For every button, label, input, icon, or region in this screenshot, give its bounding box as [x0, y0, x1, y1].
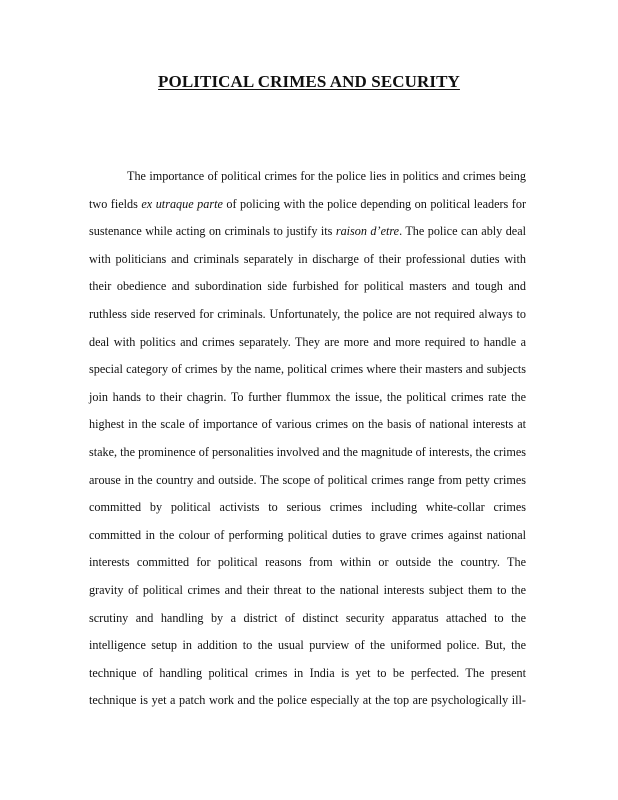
body-line-text: join hands to their chagrin. To further flummox the issue, the political crimes rate the — [89, 389, 526, 404]
document-body — [89, 169, 526, 721]
body-line — [89, 169, 526, 197]
body-line-text: scrutiny and handling by a district of distinct security apparatus attached to the — [89, 610, 526, 625]
body-line-text: of policing with the police depending on political leaders for — [222, 196, 527, 211]
body-line-text: technique of handling political crimes in India is yet to be perfected. The present — [89, 665, 526, 680]
body-line — [89, 390, 526, 418]
body-line-text: two fields — [89, 196, 142, 211]
body-line — [89, 252, 526, 280]
body-line-text: committed by political activists to serious crimes including white-collar crimes — [89, 500, 526, 515]
body-line — [89, 473, 526, 501]
body-line — [89, 224, 526, 252]
italic-latin-phrase: ex utraque parte — [141, 196, 223, 211]
body-line — [89, 500, 526, 528]
body-line-text: The importance of political crimes for the police lies in politics and crimes being — [127, 169, 526, 183]
body-line-text: with politicians and criminals separately in discharge of their professional duties with — [89, 251, 526, 266]
body-line — [89, 583, 526, 611]
body-line — [89, 445, 526, 473]
italic-french-phrase: raison d’etre — [335, 224, 400, 239]
body-line — [89, 693, 526, 721]
body-line-text: interests committed for political reasons from within or outside the country. The — [89, 555, 526, 570]
body-line-text: gravity of political crimes and their threat to the national interests subject them to the — [89, 582, 526, 597]
body-line-text: their obedience and subordination side furbished for political masters and tough and — [89, 279, 526, 294]
body-line-text: arouse in the country and outside. The scope of political crimes range from petty crimes — [89, 472, 526, 487]
body-line — [89, 666, 526, 694]
body-line — [89, 417, 526, 445]
body-line-text: . The police can ably deal — [399, 224, 527, 239]
body-line-text: stake, the prominence of personalities involved and the magnitude of interests, the crimes — [89, 444, 526, 459]
body-line — [89, 335, 526, 363]
body-line — [89, 638, 526, 666]
body-line — [89, 611, 526, 639]
body-line — [89, 528, 526, 556]
body-line — [89, 555, 526, 583]
body-line-text: special category of crimes by the name, political crimes where their masters and subjects — [89, 362, 526, 377]
body-line — [89, 307, 526, 335]
body-line-text: sustenance while acting on criminals to justify its — [89, 224, 336, 239]
body-line-text: committed in the colour of performing political duties to grave crimes against national — [89, 527, 526, 542]
body-line — [89, 279, 526, 307]
body-line — [89, 197, 526, 225]
body-line-text: ruthless side reserved for criminals. Unfortunately, the police are not required always to — [89, 306, 526, 321]
body-line-text: technique is yet a patch work and the police especially at the top are psychologically ill- — [89, 693, 526, 708]
body-line — [89, 362, 526, 390]
body-line-text: highest in the scale of importance of various crimes on the basis of national interests at — [89, 417, 526, 432]
document-title: POLITICAL CRIMES AND SECURITY — [158, 72, 460, 91]
body-line-text: deal with politics and crimes separately. They are more and more required to handle a — [89, 334, 526, 349]
body-line-text: intelligence setup in addition to the usual purview of the uniformed police. But, the — [89, 638, 526, 653]
